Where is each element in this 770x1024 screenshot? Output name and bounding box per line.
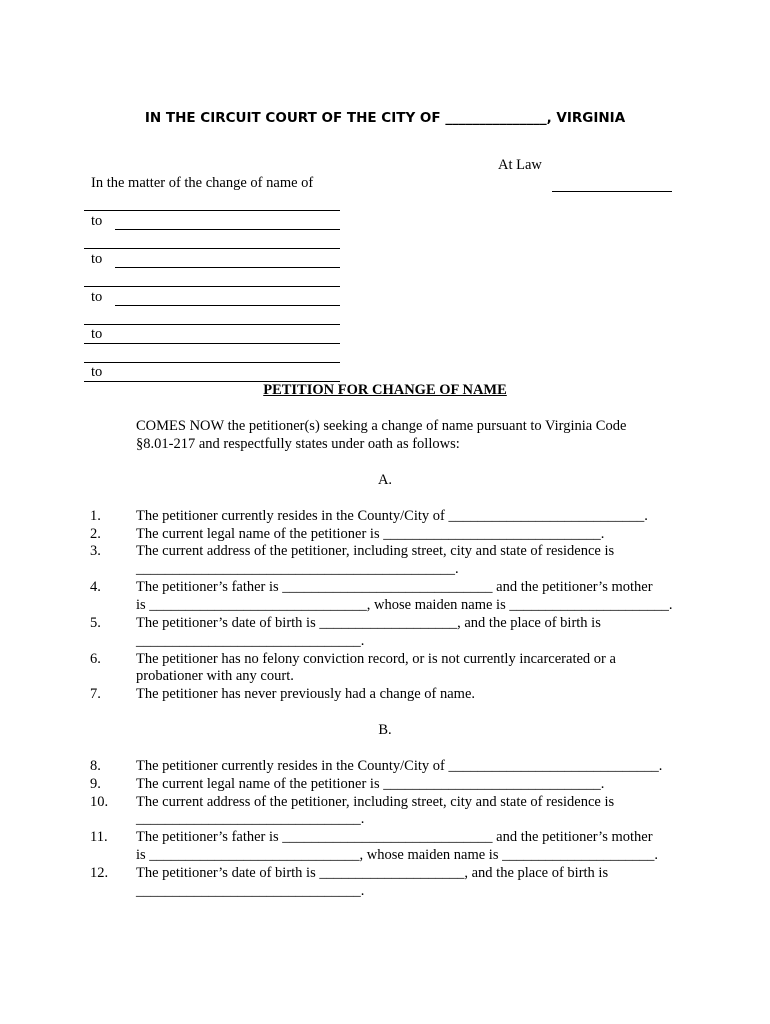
item-number: 2.: [90, 526, 101, 542]
to-label-3: to: [91, 289, 103, 305]
to-label-5: to: [91, 364, 103, 380]
item-number: 1.: [90, 508, 101, 524]
matter-label: In the matter of the change of name of: [91, 175, 314, 191]
item-number: 8.: [90, 758, 101, 774]
item-text: The petitioner’s date of birth is ____________________, and the place of birth is: [136, 865, 609, 881]
case-number-line[interactable]: [552, 191, 672, 192]
item-text: _______________________________.: [136, 883, 365, 899]
item-text: The current address of the petitioner, including street, city and state of residence is: [136, 543, 615, 559]
item-text: probationer with any court.: [136, 668, 294, 684]
name-line-3[interactable]: [84, 286, 340, 287]
section-b-heading: B.: [378, 722, 392, 738]
new-name-line-2[interactable]: [115, 267, 340, 268]
name-line-2[interactable]: [84, 248, 340, 249]
item-text: The current address of the petitioner, including street, city and state of residence is: [136, 794, 615, 810]
item-text: The petitioner currently resides in the County/City of _____________________________.: [136, 758, 663, 774]
item-text: The current legal name of the petitioner is ______________________________.: [136, 526, 605, 542]
name-line-5[interactable]: [84, 362, 340, 363]
item-number: 7.: [90, 686, 101, 702]
item-text: The petitioner has no felony conviction record, or is not currently incarcerated or a: [136, 651, 616, 667]
new-name-line-4[interactable]: [84, 343, 340, 344]
to-label-2: to: [91, 251, 103, 267]
item-text: The petitioner’s date of birth is ___________________, and the place of birth is: [136, 615, 601, 631]
at-law-label: At Law: [498, 157, 542, 173]
item-text: _______________________________.: [136, 633, 365, 649]
item-number: 10.: [90, 794, 109, 810]
intro-line-2: §8.01-217 and respectfully states under oath as follows:: [136, 436, 460, 452]
item-text: _______________________________.: [136, 811, 365, 827]
name-line-4[interactable]: [84, 324, 340, 325]
court-title: IN THE CIRCUIT COURT OF THE CITY OF _______________, VIRGINIA: [144, 110, 626, 126]
item-text: is _____________________________, whose maiden name is _____________________.: [136, 847, 658, 863]
item-number: 11.: [90, 829, 108, 845]
section-a-heading: A.: [377, 472, 393, 488]
item-number: 5.: [90, 615, 101, 631]
item-text: The petitioner’s father is _____________________________ and the petitioner’s mother: [136, 579, 653, 595]
name-line-1[interactable]: [84, 210, 340, 211]
item-text: ____________________________________________.: [136, 561, 459, 577]
item-number: 4.: [90, 579, 101, 595]
item-number: 3.: [90, 543, 101, 559]
new-name-line-1[interactable]: [115, 229, 340, 230]
item-text: The petitioner’s father is _____________________________ and the petitioner’s mother: [136, 829, 653, 845]
intro-line-1: COMES NOW the petitioner(s) seeking a change of name pursuant to Virginia Code: [136, 418, 627, 434]
item-text: is ______________________________, whose maiden name is ______________________.: [136, 597, 673, 613]
item-number: 6.: [90, 651, 101, 667]
item-text: The petitioner has never previously had a change of name.: [136, 686, 476, 702]
to-label-1: to: [91, 213, 103, 229]
item-text: The petitioner currently resides in the County/City of ___________________________.: [136, 508, 648, 524]
item-number: 9.: [90, 776, 101, 792]
to-label-4: to: [91, 326, 103, 342]
item-number: 12.: [90, 865, 109, 881]
new-name-line-3[interactable]: [115, 305, 340, 306]
item-text: The current legal name of the petitioner is ______________________________.: [136, 776, 605, 792]
petition-title: PETITION FOR CHANGE OF NAME: [263, 382, 507, 398]
